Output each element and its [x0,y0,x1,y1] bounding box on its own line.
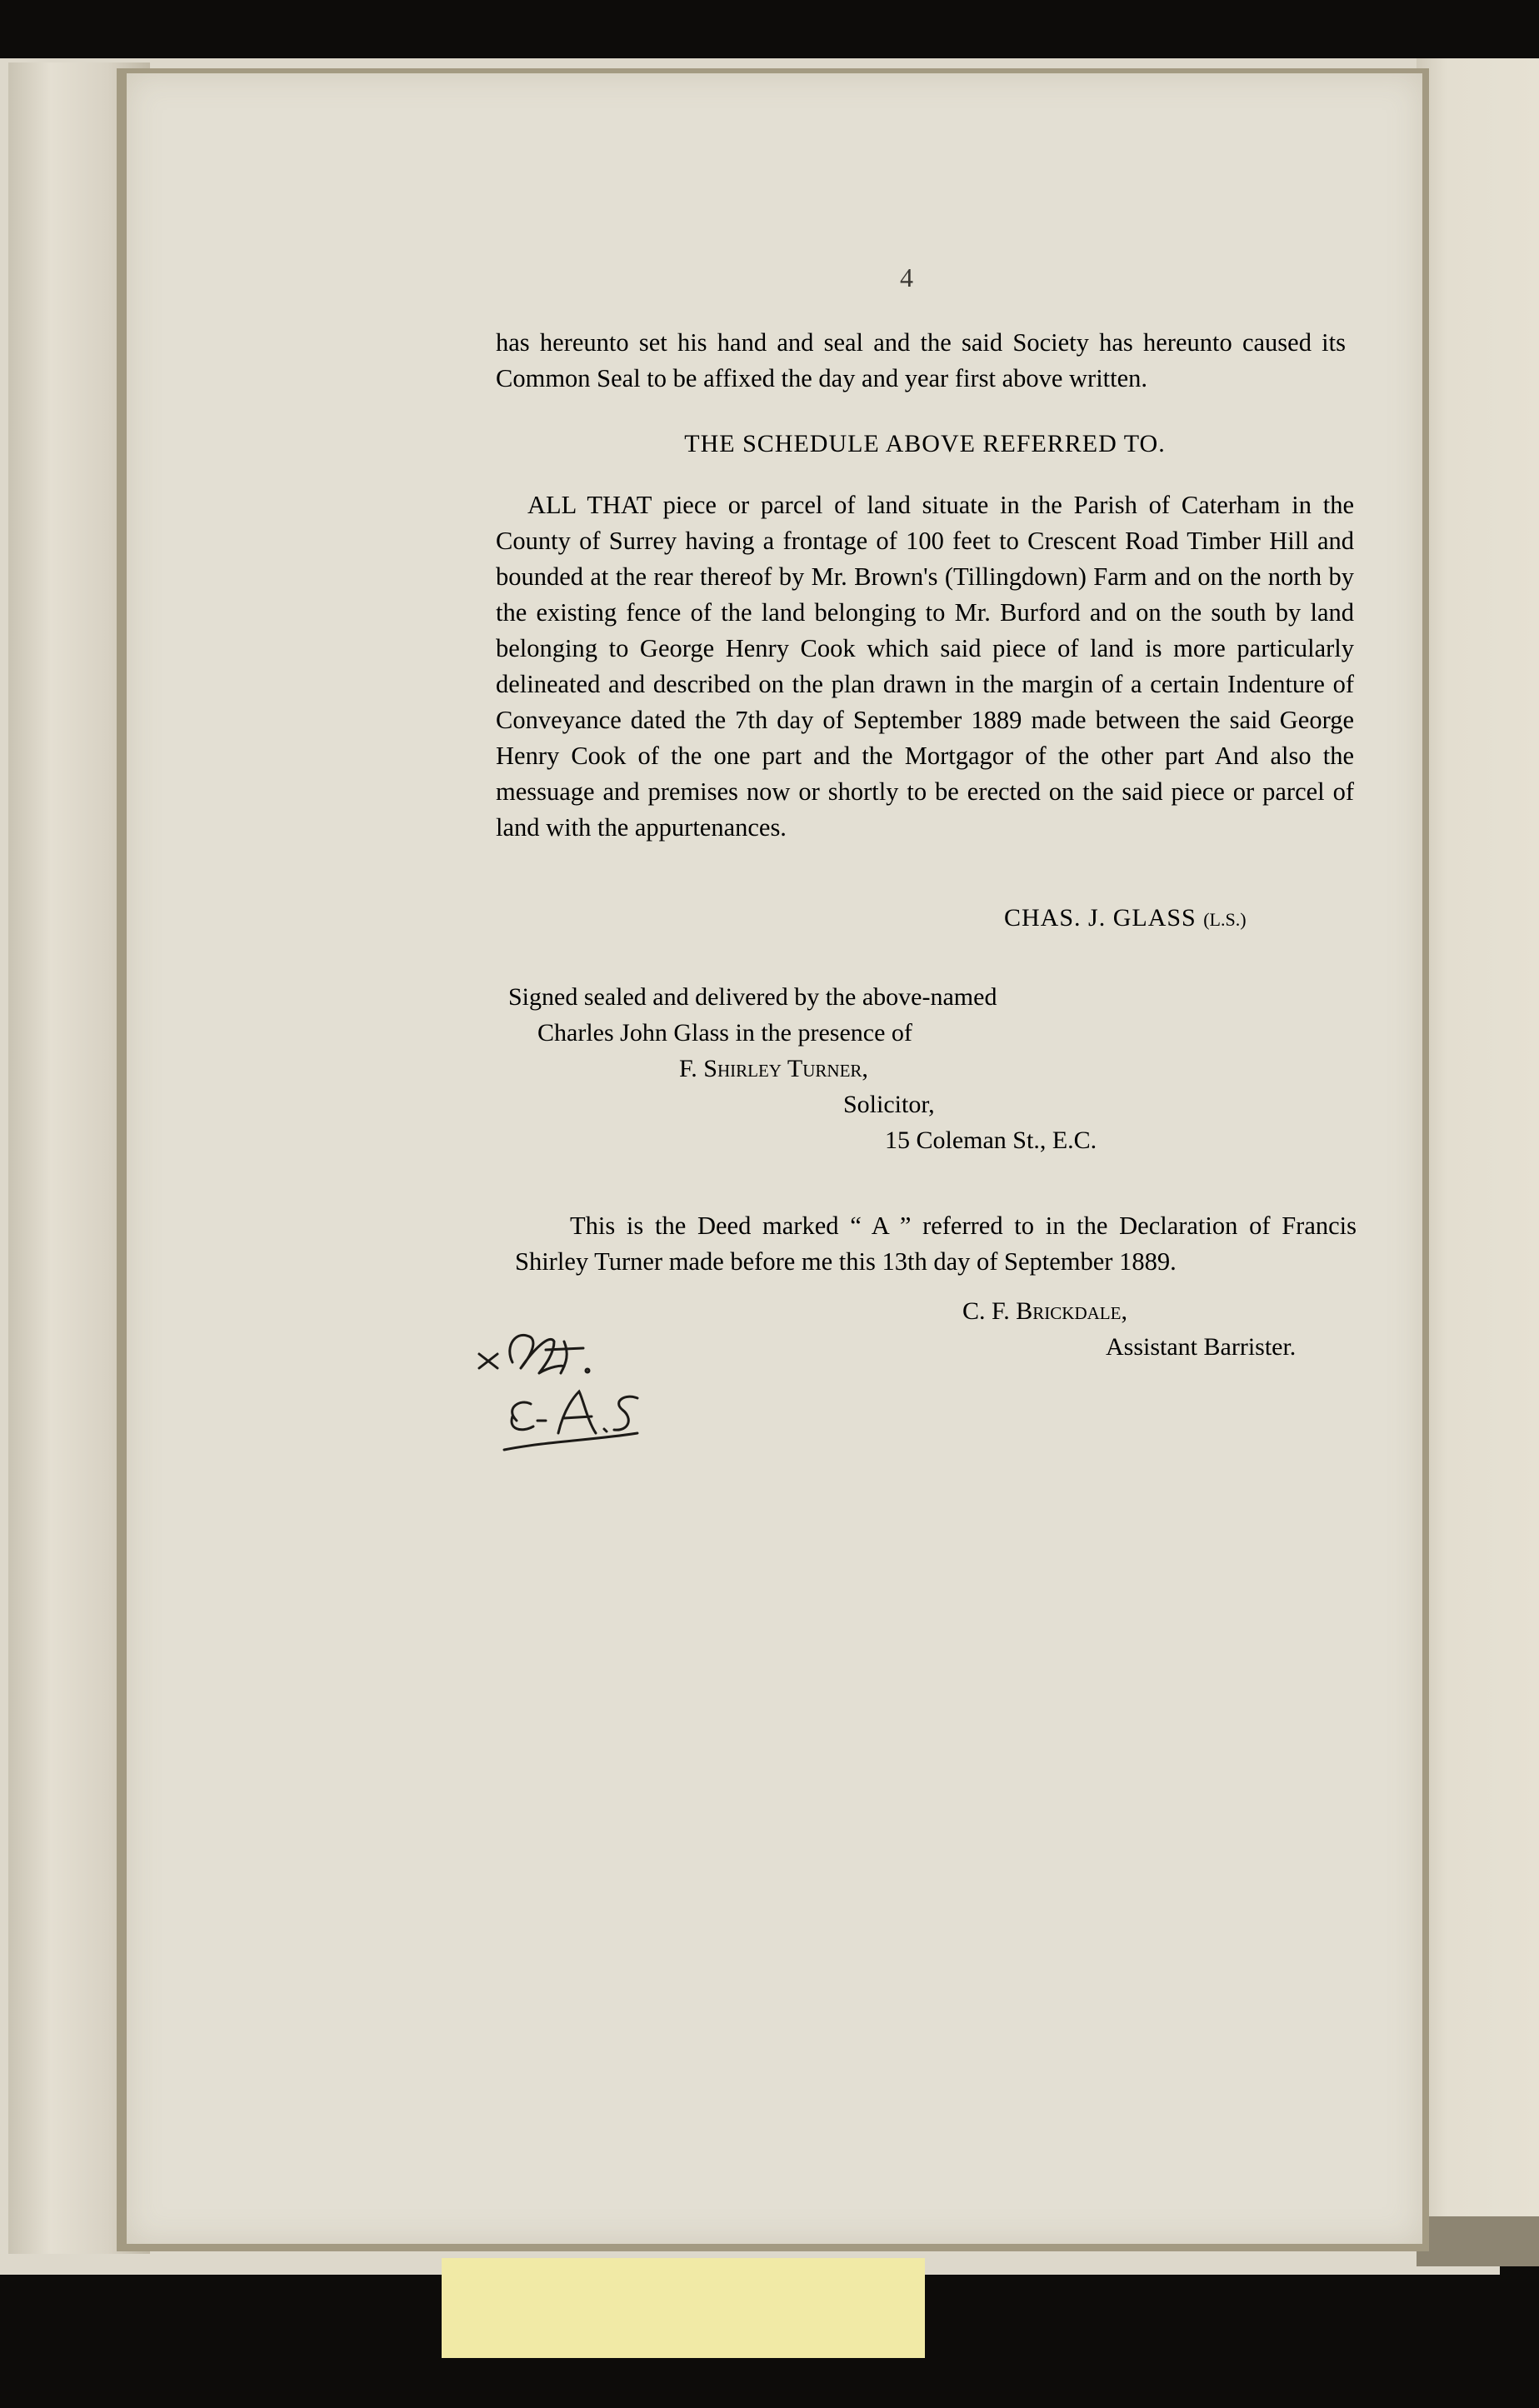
witness-occupation: Solicitor, [843,1091,935,1118]
adjacent-page [1417,58,1539,2225]
handwritten-initials [471,1316,654,1466]
signatory-block [1004,904,1247,932]
witness-line: Charles John Glass in the presence of [537,1019,912,1047]
witness-address: 15 Coleman St., E.C. [885,1127,1097,1154]
barrister-title: Assistant Barrister. [1106,1333,1297,1361]
paper-tab [442,2258,925,2358]
signatory-name: CHAS. J. GLASS [1004,904,1197,932]
opening-paragraph: has hereunto set his hand and seal and the said Society has hereunto caused its Common Seal to be affixed the day and year first above written. [496,328,1346,392]
page-number: 4 [900,262,913,292]
adjacent-page-edge [1417,2216,1539,2266]
document-page [127,73,1422,2244]
witness-name: F. Shirley Turner, [679,1055,868,1082]
seal-mark: (L.S.) [1203,909,1247,930]
witness-line: Signed sealed and delivered by the above-named [508,983,997,1011]
declaration-paragraph: This is the Deed marked “ A ” referred to in the Declaration of Francis Shirley Turner made before me this 13th day of September 1889. [515,1211,1357,1276]
schedule-heading: THE SCHEDULE ABOVE REFERRED TO. [684,430,1166,457]
barrister-name: C. F. Brickdale, [962,1297,1127,1325]
schedule-paragraph: ALL THAT piece or parcel of land situate in the Parish of Caterham in the County of Surrey having a frontage of 100 feet to Crescent Road Timber Hill and bounded at the rear thereof by Mr. Brown's (Tillingdown) Farm and on the north by the existing fence of the land belonging to Mr. Burford and on the south by land belonging to George Henry Cook which said piece of land is more particularly delineated and described on the plan drawn in the margin of a certain Indenture of Conveyance dated the 7th day of September 1889 made between the said George Henry Cook of the one part and the Mortgagor of the other part And also the messuage and premises now or shortly to be erected on the said piece or parcel of land with the appurtenances. [496,491,1354,842]
